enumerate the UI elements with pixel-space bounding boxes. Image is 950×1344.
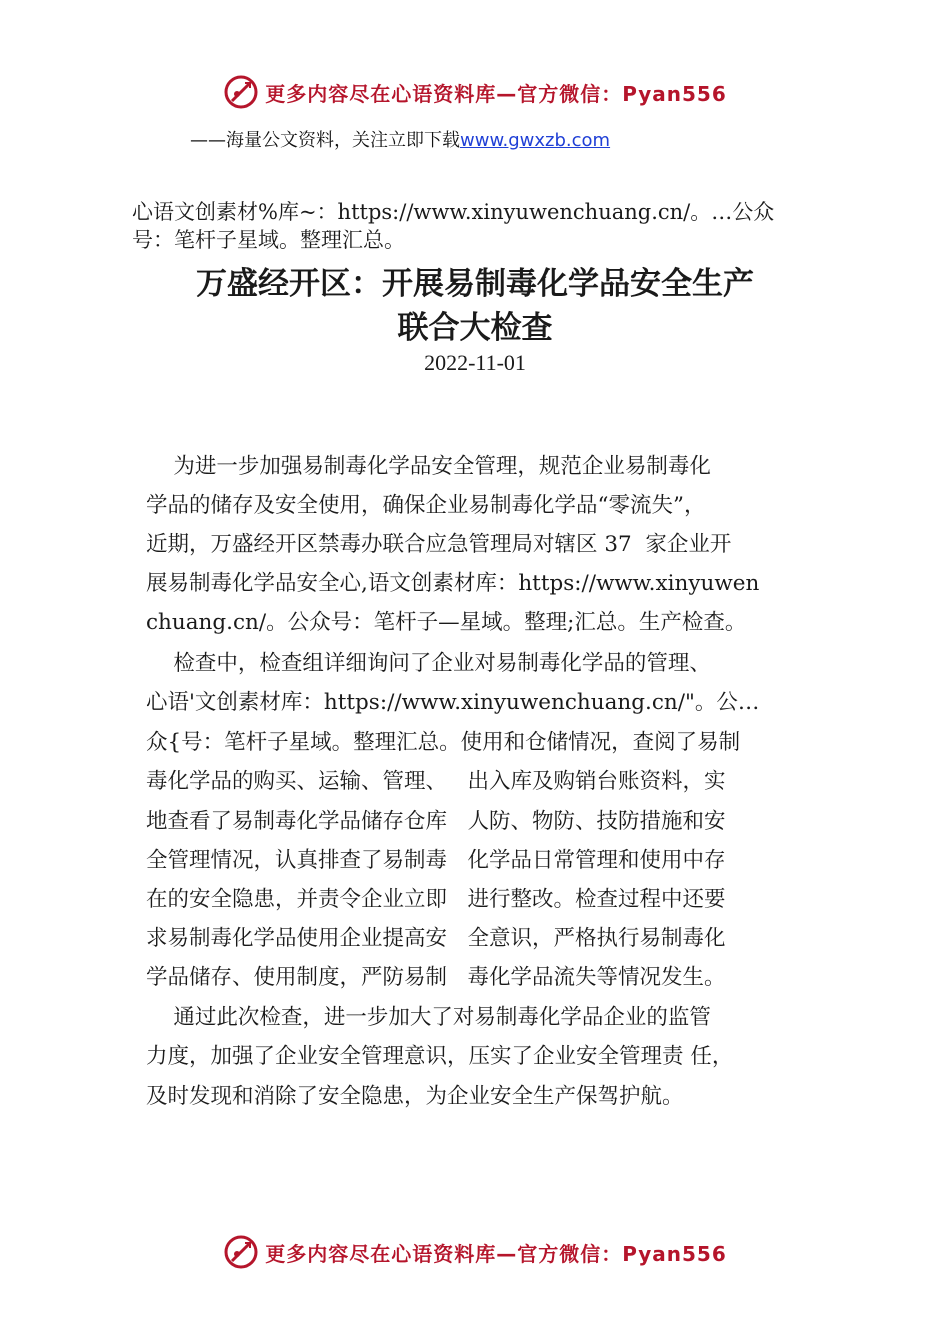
logo-icon <box>223 1234 259 1270</box>
body-line: 力度，加强了企业安全管理意识，压实了企业安全管理责 任， <box>146 1044 734 1069</box>
footer-banner-text: 更多内容尽在心语资料库—官方微信：Pyan556 <box>265 1241 727 1266</box>
body-line: 学品的储存及安全使用，确保企业易制毒化学品“零流失”， <box>146 493 706 518</box>
page-title: 万盛经开区：开展易制毒化学品安全生产 <box>196 266 754 302</box>
body-line: 毒化学品的购买、运输、管理、 出入库及购销台账资料，实 <box>146 769 726 794</box>
body-line: 展易制毒化学品安全心,语文创素材库：https://www.xinyuwen <box>146 571 760 596</box>
body-line: 及时发现和消除了安全隐患，为企业安全生产保驾护航。 <box>146 1084 684 1109</box>
body-line: 近期，万盛经开区禁毒办联合应急管理局对辖区 37 家企业开 <box>146 532 732 557</box>
body-line: chuang.cn/。公众号：笔杆子—星域。整理;汇总。生产检查。 <box>146 610 747 635</box>
body-line: 在的安全隐患，并责令企业立即 进行整改。检查过程中还要 <box>146 887 726 912</box>
header-banner-text: 更多内容尽在心语资料库—官方微信：Pyan556 <box>265 81 727 106</box>
body-line: 学品储存、使用制度，严防易制 毒化学品流失等情况发生。 <box>146 965 726 990</box>
logo-icon <box>223 74 259 110</box>
download-notice <box>190 126 610 152</box>
body-line: 全管理情况，认真排查了易制毒 化学品日常管理和使用中存 <box>146 848 726 873</box>
download-link[interactable]: www.gwxzb.com <box>460 130 611 151</box>
body-line: 心语'文创素材库：https://www.xinyuwenchuang.cn/"。公… <box>146 690 760 715</box>
body-line: 众{号：笔杆子星域。整理汇总。使用和仓储情况，查阅了易制 <box>146 730 741 755</box>
body-line: 求易制毒化学品使用企业提高安 全意识，严格执行易制毒化 <box>146 926 726 951</box>
footer-banner <box>0 1230 950 1274</box>
body-line: 检查中，检查组详细询问了企业对易制毒化学品的管理、 <box>146 651 711 676</box>
page-title-line-2: 联合大检查 <box>397 310 553 346</box>
download-notice-text: ——海量公文资料，关注立即下载 <box>190 130 460 151</box>
body-line: 地查看了易制毒化学品储存仓库 人防、物防、技防措施和安 <box>146 809 726 834</box>
body-line: 为进一步加强易制毒化学品安全管理，规范企业易制毒化 <box>146 454 711 479</box>
meta-line: 号：笔杆子星域。整理汇总。 <box>132 228 405 252</box>
publish-date: 2022-11-01 <box>424 350 526 375</box>
meta-line: 心语文创素材%库~：https://www.xinyuwenchuang.cn/。…公众 <box>132 200 775 224</box>
body-line: 通过此次检查，进一步加大了对易制毒化学品企业的监管 <box>146 1005 711 1030</box>
header-banner <box>0 70 950 114</box>
